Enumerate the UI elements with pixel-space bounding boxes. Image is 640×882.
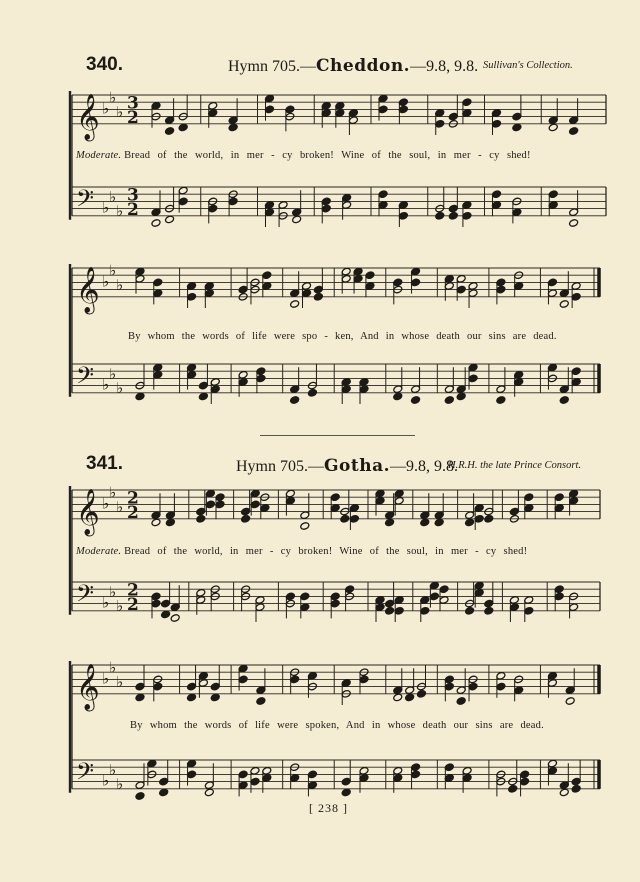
note-head [385,606,395,615]
bass-clef: 𝄢 [76,184,95,218]
flat-sign: ♭ [102,375,110,394]
flat-sign: ♭ [116,597,124,616]
treble-clef: 𝄞 [76,266,100,313]
hymn-340-credit: Sullivan's Collection. [483,60,573,71]
time-signature-bottom: 2 [127,502,139,523]
time-signature-top: 2 [127,488,139,509]
hymn-340-number: 340. [86,54,123,75]
flat-sign: ♭ [102,272,110,291]
note-head [559,788,569,797]
note-head [210,693,220,702]
flat-sign: ♭ [116,202,124,221]
note-head [165,518,175,527]
note-head [187,693,197,702]
note-head [484,606,494,615]
flat-sign: ♭ [109,261,117,280]
hymn-341-tune: Gotha. [324,456,391,476]
note-head [135,693,145,702]
flat-sign: ♭ [116,775,124,794]
note-head [465,518,475,527]
note-head [405,693,415,702]
hymn-341-lyric-2: By whom the words of life were spoken, And in whose death our sins are dead. [130,720,544,731]
note-head [385,518,395,527]
flat-sign: ♭ [116,103,124,121]
time-signature-bottom: 2 [127,594,139,615]
time-signature-bottom: 2 [127,199,139,220]
flat-sign: ♭ [102,771,110,790]
note-head [300,522,310,531]
note-head [340,514,350,523]
flat-sign: ♭ [109,88,117,107]
hymn-341-meter: —9.8, 9.8. [390,458,459,475]
tempo-marking: Moderate. [76,546,122,557]
hymn-340-meter: —9.8, 9.8. [410,58,479,75]
flat-sign: ♭ [109,658,117,677]
lyric-text: Bread of the world, in mer - cy broken! Wine of the soul, in mer - cy shed! [124,546,528,557]
hymn-341-lyric-1 [76,546,527,557]
flat-sign: ♭ [102,669,110,688]
time-signature-top: 2 [127,580,139,601]
note-head [420,518,430,527]
hymn-340-title-prefix: Hymn 705.— [228,58,316,75]
note-head [204,788,214,797]
note-head [161,610,171,619]
flat-sign: ♭ [109,483,117,502]
page-number: [ 238 ] [309,801,348,815]
note-head [170,614,180,623]
bass-clef: 𝄢 [76,757,95,791]
note-head [565,697,575,706]
note-head [159,788,169,797]
lyric-text: Bread of the world, in mer - cy broken! Wine of the soul, in mer - cy shed! [124,150,531,161]
note-head [151,518,161,527]
flat-sign: ♭ [109,760,117,779]
flat-sign: ♭ [116,379,124,398]
note-head [484,514,494,523]
flat-sign: ♭ [116,276,124,294]
treble-clef: 𝄞 [76,488,100,535]
time-signature-top: 3 [127,185,139,206]
flat-sign: ♭ [116,498,124,516]
note-head [135,792,145,801]
time-signature-bottom: 2 [127,107,139,128]
note-head [196,514,206,523]
bass-clef: 𝄢 [76,579,95,613]
note-head [393,693,403,702]
note-head [508,784,518,793]
hymn-340-tune: Cheddon. [316,56,411,76]
flat-sign: ♭ [102,99,110,118]
note-head [456,697,466,706]
hymn-341-number: 341. [86,453,123,474]
flat-sign: ♭ [116,673,124,691]
note-head [571,784,581,793]
treble-clef: 𝄞 [76,93,100,140]
flat-sign: ♭ [109,187,117,206]
treble-clef: 𝄞 [76,663,100,710]
flat-sign: ♭ [102,593,110,612]
hymn-341-credit: H.R.H. the late Prince Consort. [448,460,581,471]
flat-sign: ♭ [109,364,117,383]
hymn-341-title-prefix: Hymn 705.— [236,458,324,475]
note-head [416,689,426,698]
flat-sign: ♭ [102,198,110,217]
flat-sign: ♭ [102,494,110,513]
hymn-340-lyric-2: By whom the words of life were spo - ken, And in whose death our sins are dead. [128,331,557,342]
tempo-marking: Moderate. [76,150,122,161]
note-head [341,788,351,797]
note-head [256,697,266,706]
flat-sign: ♭ [109,582,117,601]
note-head [465,606,475,615]
note-head [434,518,444,527]
time-signature-top: 3 [127,93,139,114]
bass-clef: 𝄢 [76,361,95,395]
note-head [241,514,251,523]
